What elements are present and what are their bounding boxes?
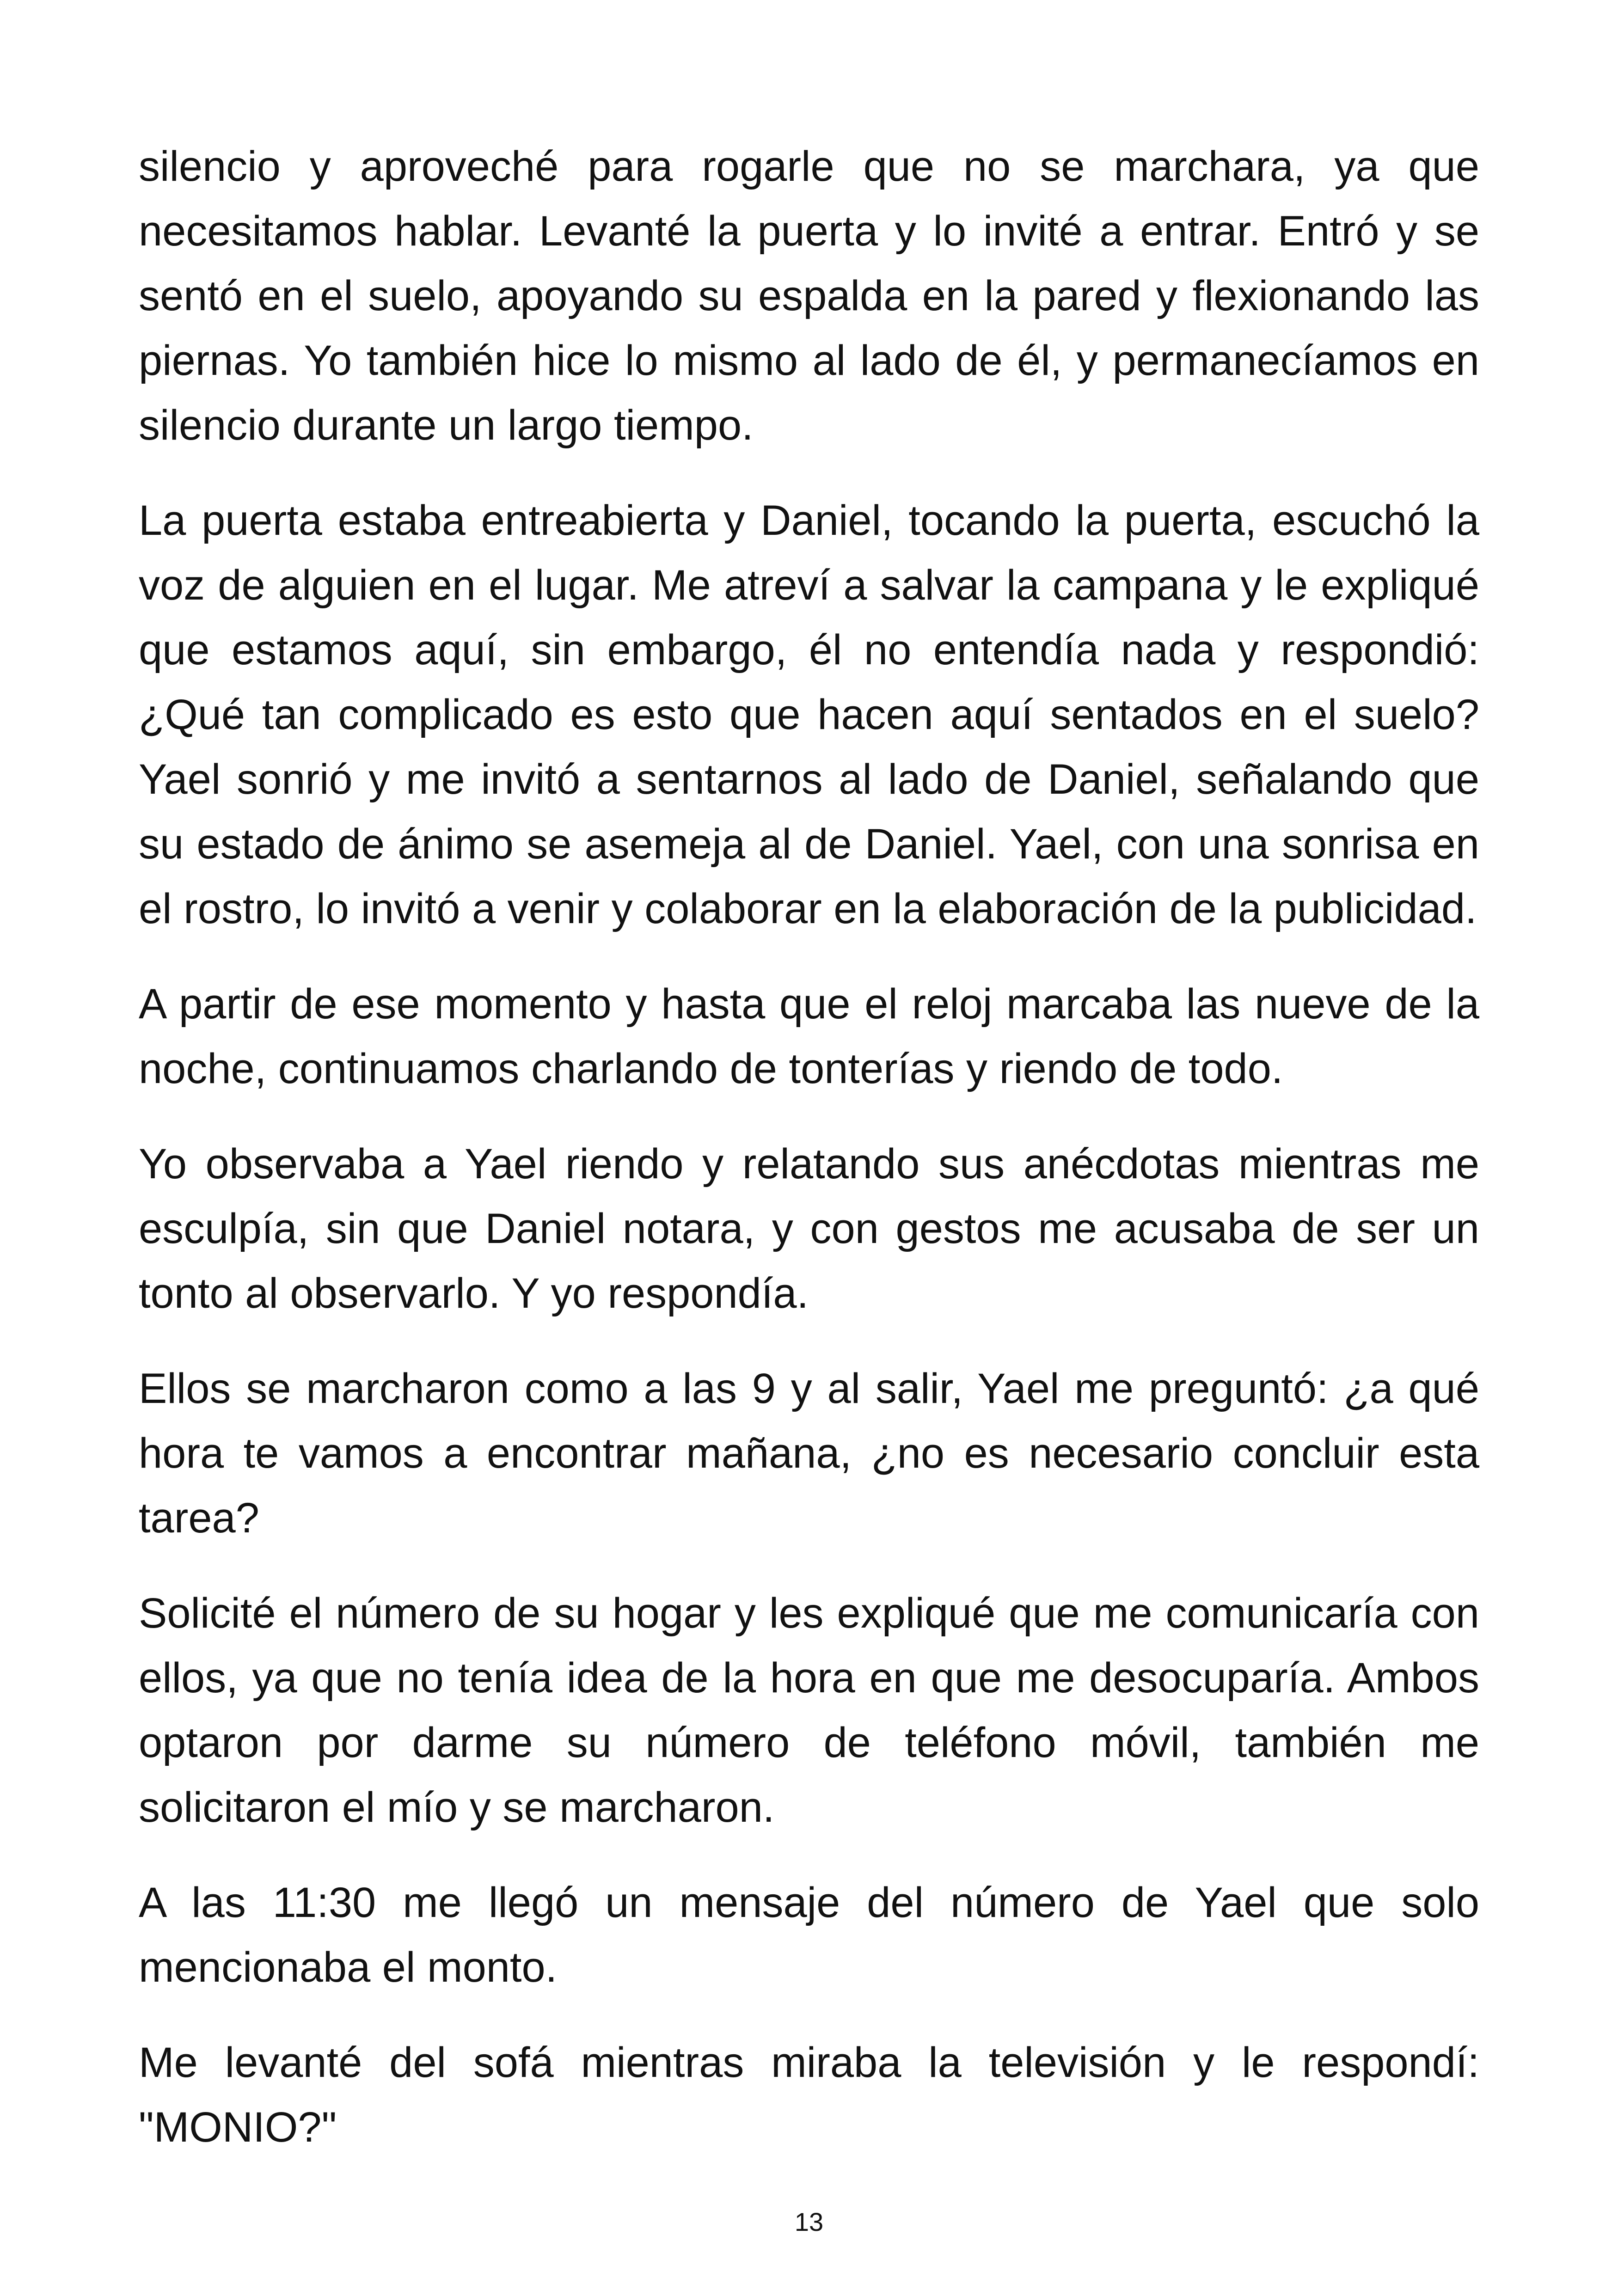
paragraph: Ellos se marcharon como a las 9 y al salir, Yael me preguntó: ¿a qué hora te vamos a encontrar mañana, ¿no es necesario concluir esta tarea?	[139, 1365, 1479, 1542]
body-text	[139, 134, 1479, 2190]
page-number: 13	[794, 2207, 824, 2236]
paragraph: A las 11:30 me llegó un mensaje del número de Yael que solo mencionaba el monto.	[139, 1879, 1479, 1991]
paragraph: Solicité el número de su hogar y les expliqué que me comunicaría con ellos, ya que no tenía idea de la hora en que me desocuparía. Ambos optaron por darme su número de teléfono móvil, también me solicitaron el mío y se marcharon.	[139, 1590, 1479, 1831]
paragraph: silencio y aproveché para rogarle que no se marchara, ya que necesitamos hablar. Levanté la puerta y lo invité a entrar. Entró y se sentó en el suelo, apoyando su espalda en la pared y flexionando las piernas. Yo también hice lo mismo al lado de él, y permanecíamos en silencio durante un largo tiempo.	[139, 143, 1479, 449]
paragraph: Me levanté del sofá mientras miraba la televisión y le respondí: "MONIO?"	[139, 2039, 1479, 2151]
paragraph: A partir de ese momento y hasta que el reloj marcaba las nueve de la noche, continuamos charlando de tonterías y riendo de todo.	[139, 980, 1479, 1092]
paragraph: La puerta estaba entreabierta y Daniel, tocando la puerta, escuchó la voz de alguien en el lugar. Me atreví a salvar la campana y le expliqué que estamos aquí, sin embargo, él no entendía nada y respondió: ¿Qué tan complicado es esto que hacen aquí sentados en el suelo? Yael sonrió y me invitó a sentarnos al lado de Daniel, señalando que su estado de ánimo se asemeja al de Daniel. Yael, con una sonrisa en el rostro, lo invitó a venir y colaborar en la elaboración de la publicidad.	[139, 497, 1479, 932]
paragraph: Yo observaba a Yael riendo y relatando sus anécdotas mientras me esculpía, sin que Daniel notara, y con gestos me acusaba de ser un tonto al observarlo. Y yo respondía.	[139, 1140, 1479, 1317]
